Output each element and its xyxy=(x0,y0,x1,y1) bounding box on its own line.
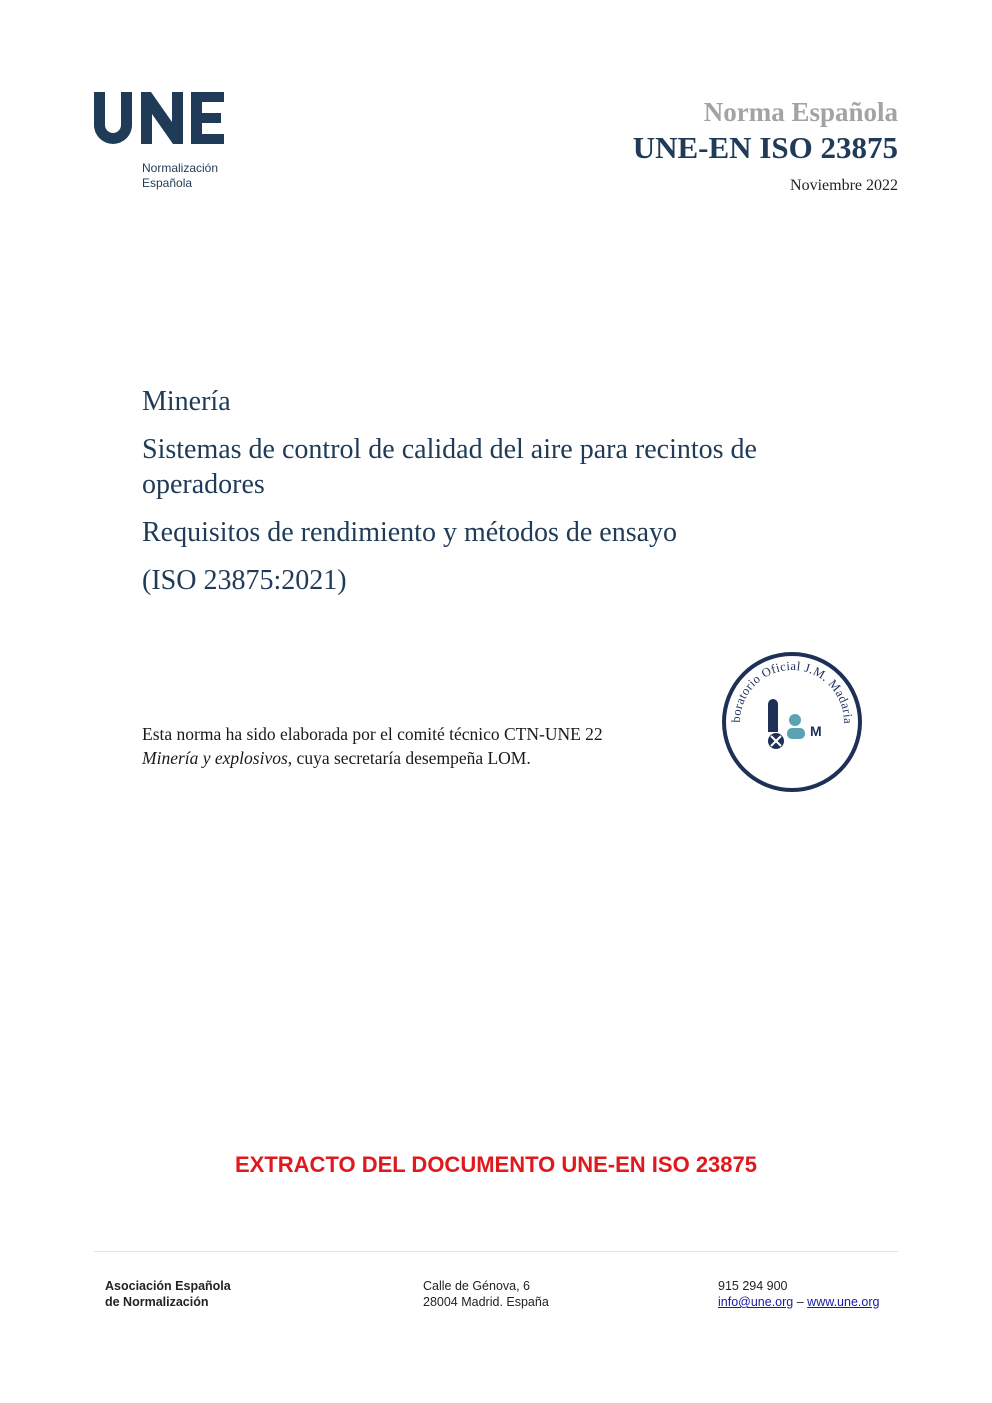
footer-addr-line1: Calle de Génova, 6 xyxy=(423,1279,531,1293)
footer-organization xyxy=(105,1278,231,1310)
lom-seal-icon xyxy=(720,650,864,794)
committee-note xyxy=(142,722,612,770)
title-line-2: Sistemas de control de calidad del aire para recintos de operadores xyxy=(142,434,757,500)
document-header xyxy=(633,96,898,195)
footer-contact xyxy=(718,1278,879,1310)
une-logo-mark-icon xyxy=(92,88,242,148)
logo-subtitle xyxy=(142,161,218,191)
lom-seal xyxy=(720,650,864,794)
committee-text-after: , cuya secretaría desempeña LOM. xyxy=(287,748,531,768)
footer-org-line1: Asociación Española xyxy=(105,1279,231,1293)
logo-subtitle-line1: Normalización xyxy=(142,161,219,175)
logo-brand-text: UNE xyxy=(92,88,95,89)
website-link[interactable]: www.une.org xyxy=(807,1295,880,1309)
norma-label: Norma Española xyxy=(703,97,898,127)
standard-title xyxy=(142,384,872,611)
title-line-1: Minería xyxy=(142,386,231,417)
committee-name: Minería y explosivos xyxy=(142,748,288,768)
extract-notice: EXTRACTO DEL DOCUMENTO UNE-EN ISO 23875 xyxy=(235,1152,757,1177)
standard-code: UNE-EN ISO 23875 xyxy=(632,130,898,165)
footer-links xyxy=(718,1294,879,1310)
footer-divider xyxy=(94,1251,898,1252)
seal-ring-text: boratorio Oficial J.M. Madaria xyxy=(728,658,856,725)
footer-addr-line2: 28004 Madrid. España xyxy=(423,1295,549,1309)
seal-letter: M xyxy=(810,723,822,739)
logo-subtitle-line2: Española xyxy=(142,176,193,190)
committee-text-before: Esta norma ha sido elaborada por el comité técnico CTN-UNE 22 xyxy=(142,724,603,744)
footer-org-line2: de Normalización xyxy=(105,1295,209,1309)
title-line-3: Requisitos de rendimiento y métodos de ensayo xyxy=(142,517,678,548)
footer-separator: – xyxy=(796,1295,804,1309)
publication-date: Noviembre 2022 xyxy=(790,177,898,194)
footer-address xyxy=(423,1278,549,1310)
title-line-4: (ISO 23875:2021) xyxy=(142,565,347,596)
email-link[interactable]: info@une.org xyxy=(718,1295,794,1309)
footer-phone: 915 294 900 xyxy=(718,1279,788,1293)
